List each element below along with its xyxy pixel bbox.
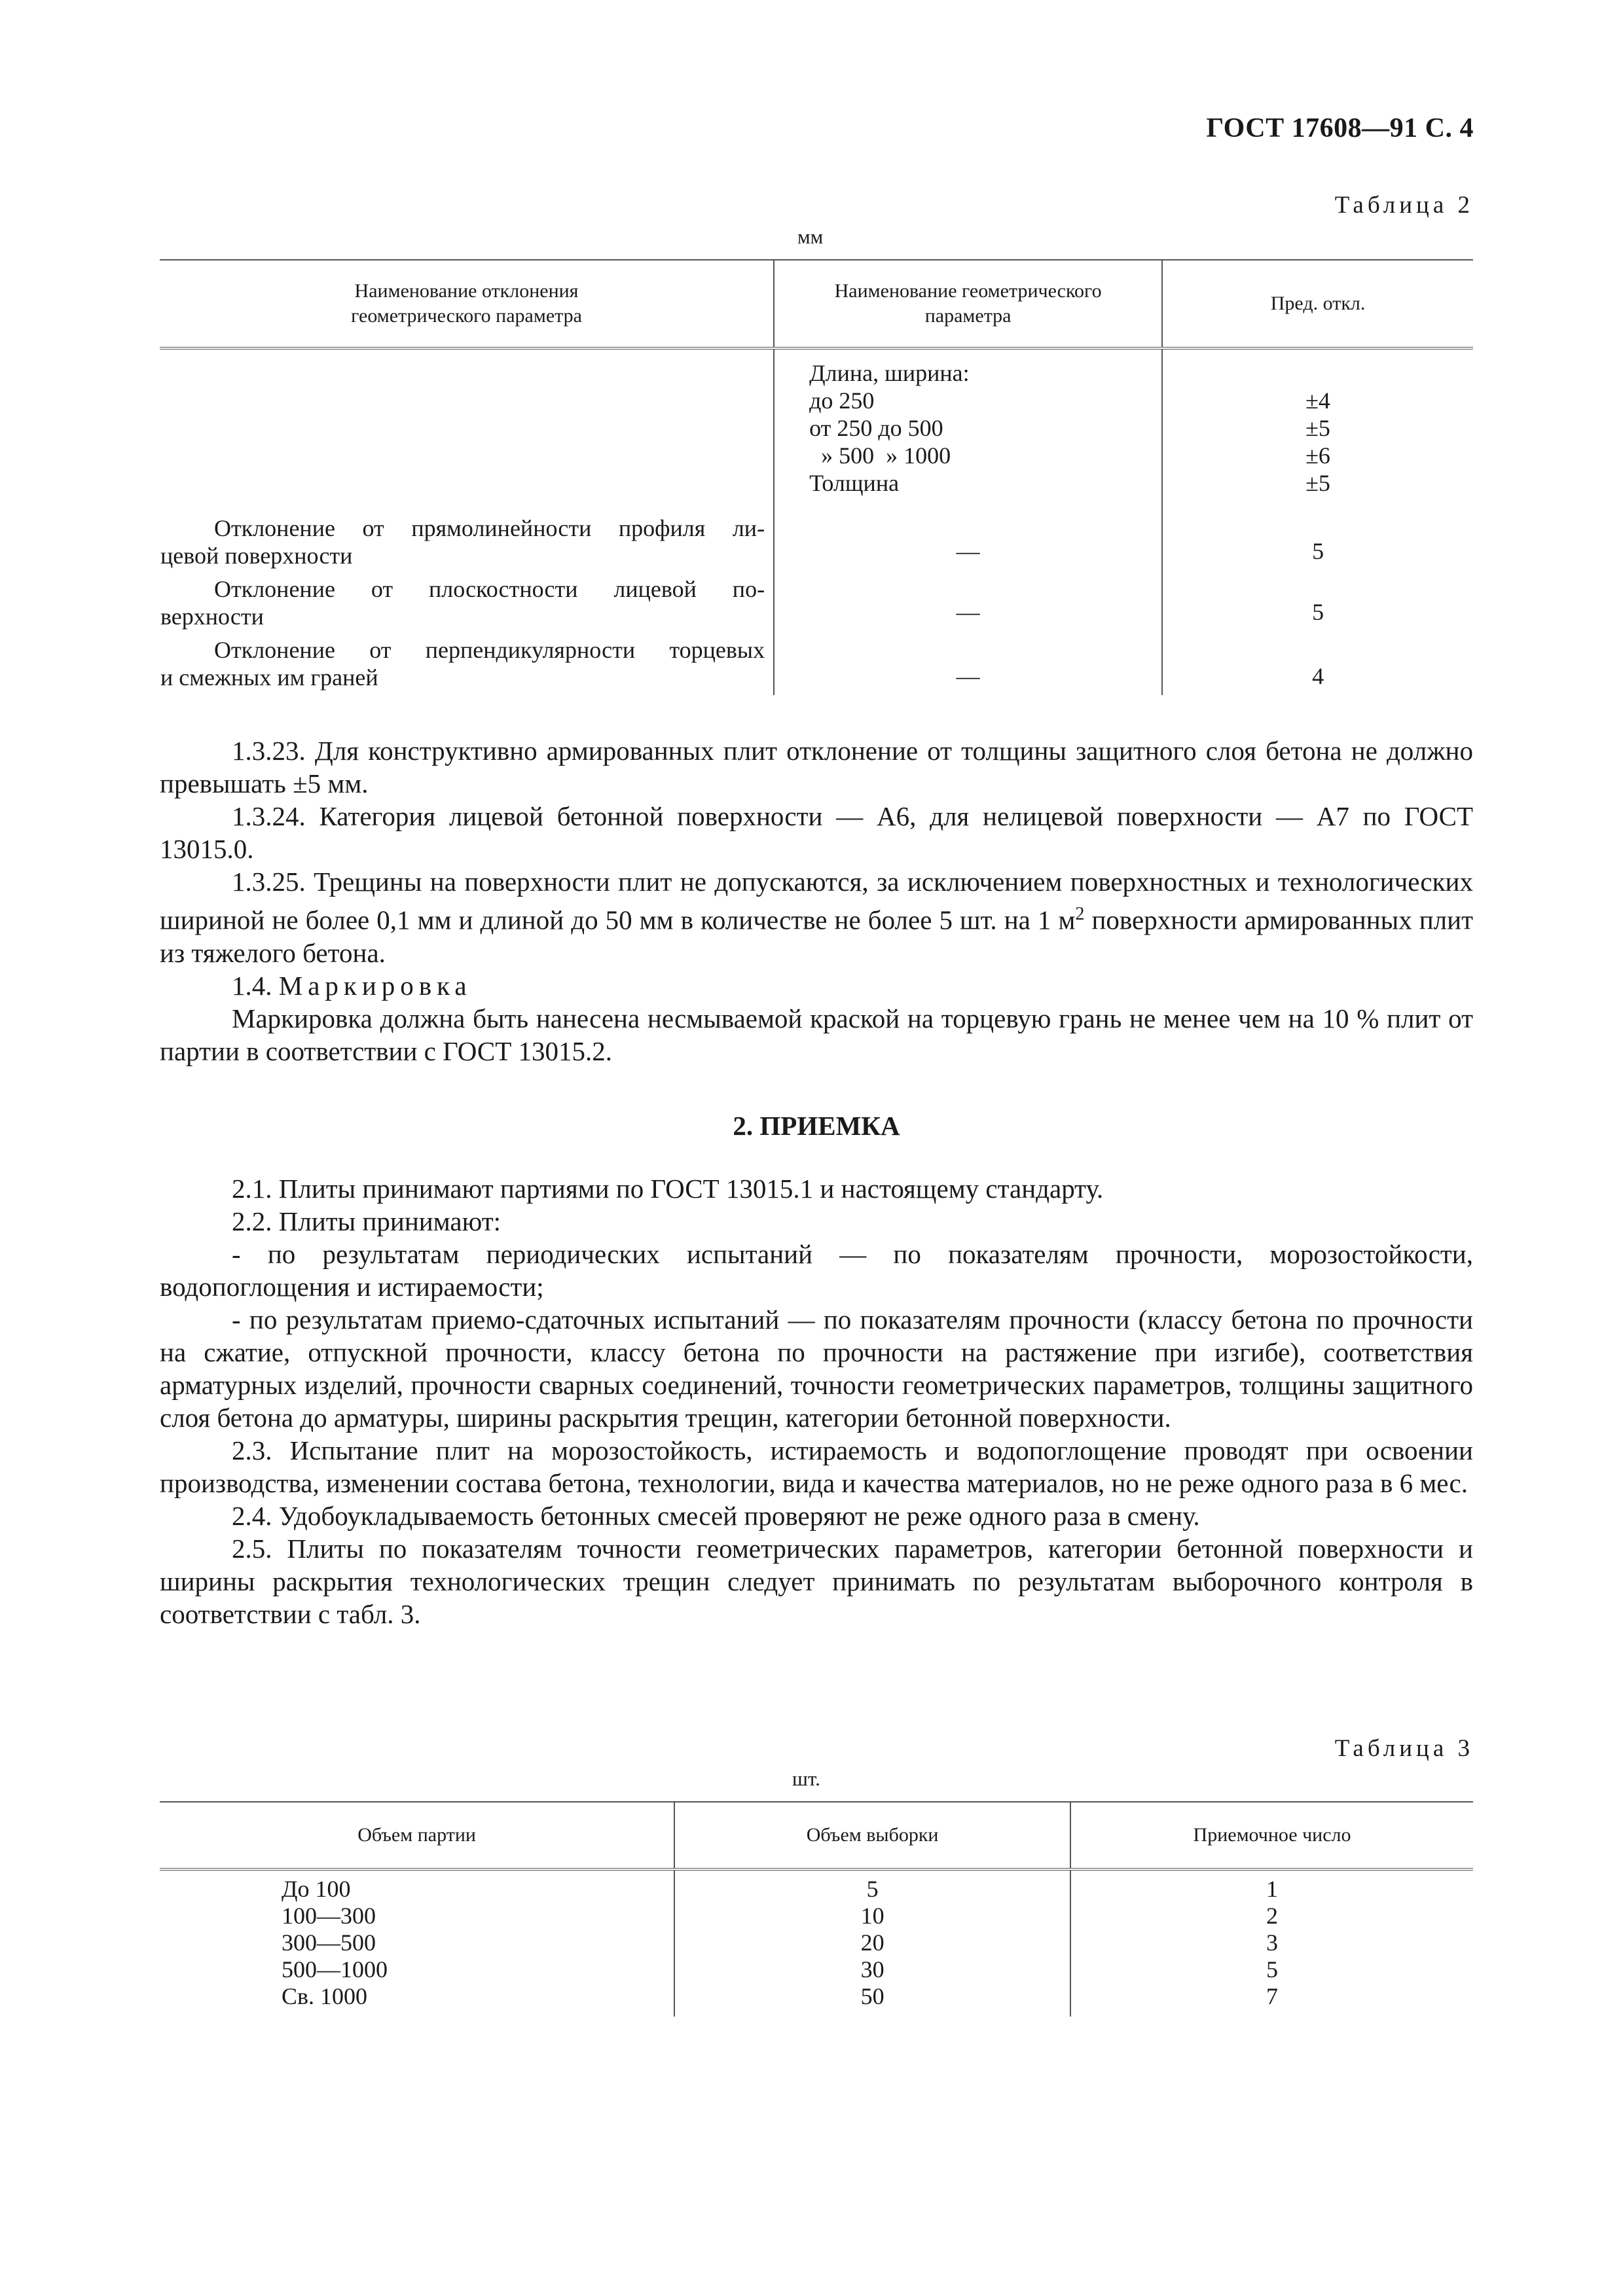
geom-param-line: от 250 до 500 — [809, 415, 943, 441]
paragraph-1-3-24: 1.3.24. Категория лицевой бетонной поверхности — А6, для нелицевой поверхности — А7 по ГОСТ 13015.0. — [160, 801, 1473, 864]
table3-lot-sizes — [160, 1869, 674, 2017]
paragraph-2-5: 2.5. Плиты по показателям точности геометрических параметров, категории бетонной поверхности и ширины раскрытия технологических трещин следует принимать по результатам выборочного контроля в соответствии с табл. 3. — [160, 1533, 1473, 1629]
paragraph-2-2-b: - по результатам приемо-сдаточных испытаний — по показателям прочности (классу бетона по прочности на сжатие, отпускной прочности, классу бетона по прочности на растяжение при изгибе), соответствия арматурных изделий, прочности сварных соединений, точности геометрических параметров, толщины защитного слоя бетона до арматуры, ширины раскрытия трещин, категории бетонной поверхности. — [160, 1304, 1473, 1433]
table2-param-cell: — — [774, 570, 1162, 631]
table2-value-cell: 5 — [1312, 538, 1324, 564]
tolerance-value: ±6 — [1305, 442, 1330, 469]
paragraph-1-4-heading: 1.4. Маркировка — [232, 970, 472, 1001]
table2-header-parameter: Наименование геометрического параметра — [774, 260, 1162, 348]
table2-deviation-cell: Отклонение от перпендикулярности торцевых и смежных им граней — [160, 637, 765, 691]
table2 — [160, 259, 1473, 695]
table2-cell-empty — [160, 348, 774, 497]
section1-text — [160, 734, 1473, 1630]
table3-header-lot: Объем партии — [160, 1802, 674, 1869]
sample-size: 10 — [860, 1903, 884, 1929]
table2-param-cell: — — [774, 497, 1162, 570]
table2-value-cell: 4 — [1312, 663, 1324, 689]
paragraph-2-4: 2.4. Удобоукладываемость бетонных смесей проверяют не реже одного раза в смену. — [232, 1500, 1200, 1531]
table3-sample-sizes — [674, 1869, 1070, 2017]
lot-size: До 100 — [282, 1876, 351, 1902]
paragraph-1-3-25: 1.3.25. Трещины на поверхности плит не допускаются, за исключением поверхностных и технологических шириной не более 0,1 мм и длиной до 50 мм в количестве не более 5 шт. на 1 $м^2$ поверхности армированных плит из тяжелого бетона. — [160, 867, 1474, 968]
lot-size: 100—300 — [282, 1903, 376, 1929]
table2-value-cell: 5 — [1312, 599, 1324, 625]
acceptance-number: 2 — [1266, 1903, 1279, 1929]
table2-geometric-params — [774, 348, 1162, 497]
table2-deviation-cell: Отклонение от плоскостности лицевой по- верхности — [160, 576, 765, 630]
geom-param-line: Длина, ширина: — [809, 360, 970, 386]
table2-caption: Таблица 2 — [1334, 192, 1474, 219]
table2-deviation-cell: Отклонение от прямолинейности профиля ли- цевой поверхности — [160, 515, 765, 569]
table3 — [160, 1801, 1473, 2017]
acceptance-number: 3 — [1266, 1929, 1279, 1956]
acceptance-number: 5 — [1266, 1956, 1279, 1982]
page-header: ГОСТ 17608—91 С. 4 — [1206, 113, 1474, 143]
tolerance-value: ±5 — [1305, 470, 1330, 496]
sample-size: 50 — [860, 1983, 884, 2009]
sample-size: 30 — [860, 1956, 884, 1982]
tolerance-value: ±4 — [1305, 387, 1330, 414]
acceptance-number: 7 — [1266, 1983, 1279, 2009]
table3-unit: шт. — [792, 1767, 820, 1790]
table2-param-cell: — — [774, 631, 1162, 695]
paragraph-2-2: 2.2. Плиты принимают: — [232, 1206, 501, 1236]
paragraph-2-2-a: - по результатам периодических испытаний — по показателям прочности, морозостойкости, водопоглощения и истираемости; — [160, 1238, 1473, 1302]
lot-size: Св. 1000 — [282, 1983, 368, 2009]
table3-header-acceptance: Приемочное число — [1070, 1802, 1473, 1869]
table2-row — [160, 570, 1473, 631]
geom-param-line: » 500 » 1000 — [809, 442, 951, 469]
geom-param-line: Толщина — [809, 470, 900, 496]
geom-param-line: до 250 — [809, 387, 875, 414]
table2-header-tolerance: Пред. откл. — [1162, 260, 1473, 348]
table2-unit: мм — [797, 225, 824, 248]
table3-header-sample: Объем выборки — [674, 1802, 1070, 1869]
lot-size: 500—1000 — [282, 1956, 388, 1982]
table2-row-dimensions — [160, 348, 1473, 497]
acceptance-number: 1 — [1266, 1876, 1279, 1902]
sample-size: 20 — [860, 1929, 884, 1956]
tolerance-value: ±5 — [1305, 415, 1330, 441]
table3-body-row — [160, 1869, 1473, 2017]
table2-row — [160, 631, 1473, 695]
table2-row — [160, 497, 1473, 570]
section-2-title: 2. ПРИЕМКА — [733, 1110, 900, 1141]
table2-header-deviation: Наименование отклонения геометрического параметра — [160, 260, 774, 348]
lot-size: 300—500 — [282, 1929, 376, 1956]
sample-size: 5 — [866, 1876, 879, 1902]
paragraph-1-3-23: 1.3.23. Для конструктивно армированных плит отклонение от толщины защитного слоя бетона не должно превышать ±5 мм. — [160, 736, 1473, 798]
table3-caption: Таблица 3 — [1334, 1735, 1474, 1762]
paragraph-2-3: 2.3. Испытание плит на морозостойкость, истираемость и водопоглощение проводят при освоении производства, изменении состава бетона, технологии, вида и качества материалов, но не реже одного раза в 6 мес. — [160, 1435, 1473, 1498]
paragraph-2-1: 2.1. Плиты принимают партиями по ГОСТ 13015.1 и настоящему стандарту. — [232, 1173, 1104, 1204]
table2-tolerances — [1162, 348, 1473, 497]
table3-acceptance-numbers — [1070, 1869, 1473, 2017]
paragraph-1-4-body: Маркировка должна быть нанесена несмываемой краской на торцевую грань не менее чем на 10 % плит от партии в соответствии с ГОСТ 13015.2. — [160, 1003, 1473, 1066]
